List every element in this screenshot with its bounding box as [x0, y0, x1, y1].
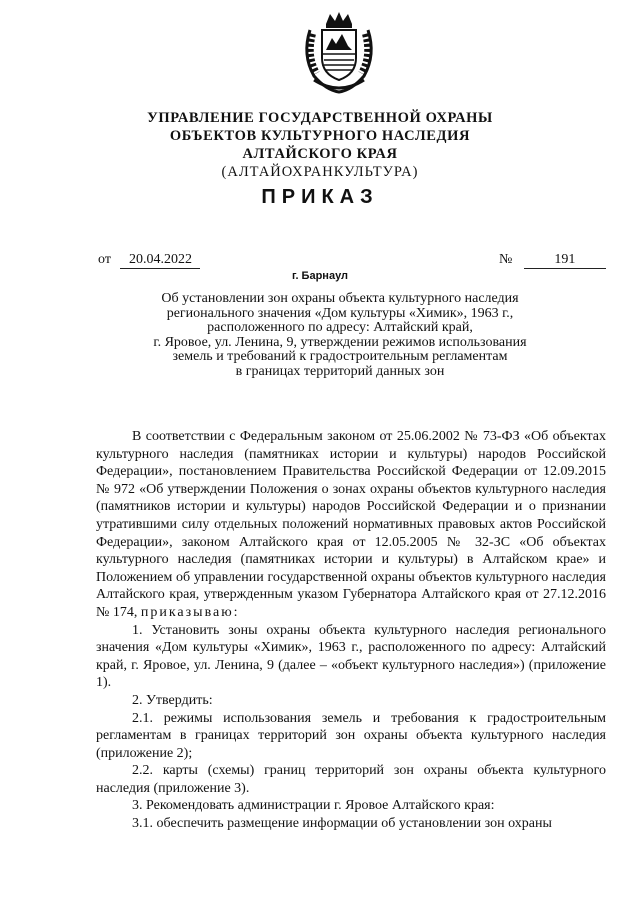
item-3-1: 3.1. обеспечить размещение информации об установлении зон охраны — [132, 816, 552, 832]
subject-line-4: г. Яровое, ул. Ленина, 9, утверждении режимов использования — [153, 334, 527, 350]
header-line-1: УПРАВЛЕНИЕ ГОСУДАРСТВЕННОЙ ОХРАНЫ — [147, 110, 493, 126]
header-line-3: АЛТАЙСКОГО КРАЯ — [242, 146, 398, 162]
subject-line-5: земель и требований к градостроительным регламентам — [172, 349, 508, 364]
subject-line-3: расположенного по адресу: Алтайский край, — [207, 320, 473, 335]
number-prefix: № — [499, 252, 513, 267]
header-line-2: ОБЪЕКТОВ КУЛЬТУРНОГО НАСЛЕДИЯ — [169, 128, 471, 144]
item-3: 3. Рекомендовать администрации г. Яровое Алтайского края: — [132, 798, 495, 814]
subject-line-6: в границах территорий данных зон — [235, 363, 445, 379]
preamble-paragraph — [96, 428, 606, 622]
subject-line-1: Об установлении зон охраны объекта культурного наследия — [161, 291, 519, 306]
item-1: 1. Установить зоны охраны объекта культурного наследия регионального значения «Дом культуры «Химик», 1963 г., расположенного по адресу: Алтайский край, г. Яровое, ул. Ленина, 9 (далее – «объект культурного наследия») (приложение 1). — [96, 622, 606, 691]
date-prefix: от — [98, 252, 111, 267]
item-2-1: 2.1. режимы использования земель и требования к градостроительным регламентам в границах территорий зон охраны объекта культурного наследия (приложение 2); — [96, 710, 606, 761]
city-label: г. Барнаул — [291, 270, 349, 282]
date-value: 20.04.2022 — [120, 252, 200, 269]
header-abbreviation: (АЛТАЙОХРАНКУЛЬТУРА) — [221, 164, 419, 180]
coat-of-arms-emblem — [300, 10, 378, 94]
preamble-text: В соответствии с Федеральным законом от 25.06.2002 № 73-ФЗ «Об объектах культурного наследия (памятниках истории и культуры) народов Российской Федерации», постановлением Правительства Российской Федерации от 12.09.2015 № 972 «Об утверждении Положения о зонах охраны объектов культурного наследия (памятников истории и культуры) народов Российской Федерации и о признании утратившими силу отдельных положений нормативных правовых актов Российской Федерации», законом Алтайского края от 12.05.2005 № 32-ЗС «Об объектах культурного наследия (памятниках истории и культуры) в Алтайском крае» и Положением об управлении государственной охраны объектов культурного наследия Алтайского края, утвержденным указом Губернатора Алтайского края от 27.12.2016 № 174, — [96, 429, 606, 620]
number-value: 191 — [524, 252, 606, 269]
subject-line-2: регионального значения «Дом культуры «Химик», 1963 г., — [166, 305, 514, 321]
item-2: 2. Утвердить: — [132, 692, 213, 708]
document-type-title: ПРИКАЗ — [261, 186, 379, 208]
document-subject — [100, 292, 580, 379]
number-field — [499, 252, 606, 269]
document-body — [96, 428, 606, 833]
orders-word: приказываю: — [140, 604, 240, 620]
item-2-2: 2.2. карты (схемы) границ территорий зон охраны объекта культурного наследия (приложение 3). — [96, 763, 606, 796]
date-field — [98, 252, 200, 269]
